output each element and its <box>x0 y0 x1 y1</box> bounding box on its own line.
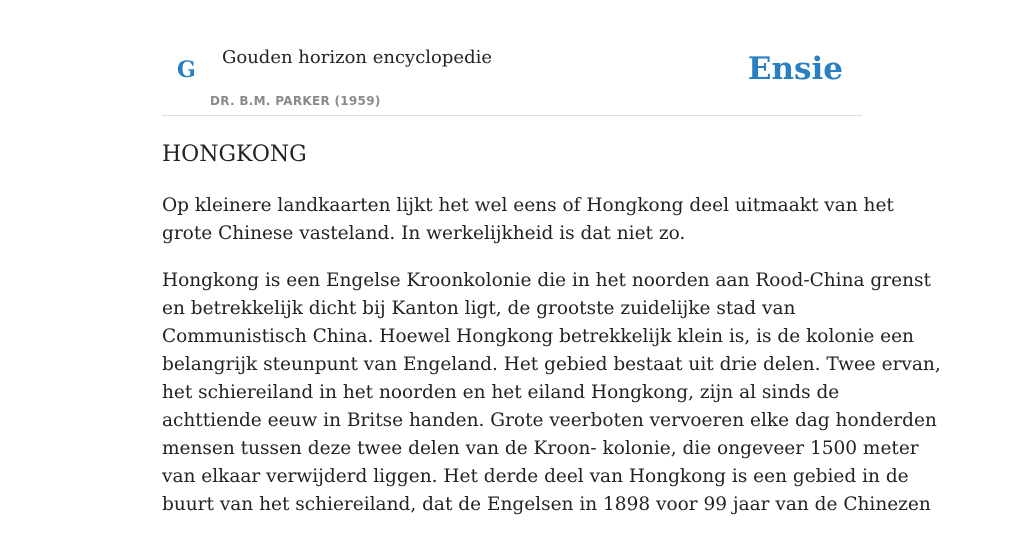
ensie-logo[interactable]: Ensie <box>747 51 843 87</box>
book-logo-letter[interactable]: G <box>177 57 196 83</box>
article-paragraph-2 <box>162 267 941 519</box>
paragraph-line: en betrekkelijk dicht bij Kanton ligt, de grootste zuidelijke stad van <box>162 298 796 319</box>
paragraph-line: Hongkong is een Engelse Kroonkolonie die in het noorden aan Rood-China grenst <box>162 270 931 291</box>
paragraph-line: Op kleinere landkaarten lijkt het wel eens of Hongkong deel uitmaakt van het <box>162 195 894 216</box>
article-paragraph-1 <box>162 192 894 248</box>
book-author: DR. B.M. PARKER (1959) <box>210 94 381 108</box>
paragraph-line: belangrijk steunpunt van Engeland. Het gebied bestaat uit drie delen. Twee ervan, <box>162 354 941 375</box>
paragraph-line: Communistisch China. Hoewel Hongkong betrekkelijk klein is, is de kolonie een <box>162 326 914 347</box>
paragraph-line: mensen tussen deze twee delen van de Kroon- kolonie, die ongeveer 1500 meter <box>162 438 919 459</box>
book-title-link[interactable]: Gouden horizon encyclopedie <box>222 47 492 68</box>
paragraph-line: achttiende eeuw in Britse handen. Grote veerboten vervoeren elke dag honderden <box>162 410 937 431</box>
paragraph-line: het schiereiland in het noorden en het eiland Hongkong, zijn al sinds de <box>162 382 840 403</box>
paragraph-line: van elkaar verwijderd liggen. Het derde deel van Hongkong is een gebied in de <box>162 466 909 487</box>
paragraph-line: buurt van het schiereiland, dat de Engelsen in 1898 voor 99 jaar van de Chinezen <box>162 494 931 515</box>
article-page <box>162 0 941 515</box>
article-body <box>162 192 941 538</box>
book-header <box>162 0 862 116</box>
article-title: HONGKONG <box>162 142 307 167</box>
paragraph-line: grote Chinese vasteland. In werkelijkheid is dat niet zo. <box>162 223 686 244</box>
